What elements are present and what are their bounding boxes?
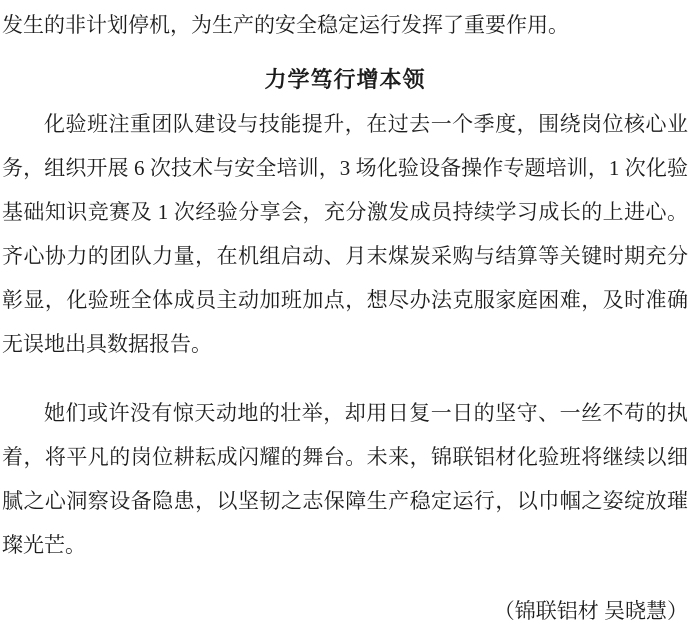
section-heading: 力学笃行增本领 bbox=[264, 67, 426, 92]
byline-signature: （锦联铝材 吴晓慧） bbox=[493, 599, 688, 623]
paragraph-team-building: 化验班注重团队建设与技能提升，在过去一个季度，围绕岗位核心业务，组织开展 6 次技术与安全培训，3 场化验设备操作专题培训，1 次化验基础知识竞赛及 1 次经验分享会，充分激发成员持续学习成长的上进心。齐心协力的团队力量，在机组启动、月末煤炭采购与结算等关键时期充分彰显，化验班全体成员主动加班加点，想尽办法克服家庭困难，及时准确无误地出具数据报告。 bbox=[2, 112, 688, 356]
paragraph-closing: 她们或许没有惊天动地的壮举，却用日复一日的坚守、一丝不苟的执着，将平凡的岗位耕耘成闪耀的舞台。未来，锦联铝材化验班将继续以细腻之心洞察设备隐患，以坚韧之志保障生产稳定运行，以巾帼之姿绽放璀璨光芒。 bbox=[2, 401, 688, 557]
paragraph-continuation: 发生的非计划停机，为生产的安全稳定运行发挥了重要作用。 bbox=[2, 13, 569, 37]
